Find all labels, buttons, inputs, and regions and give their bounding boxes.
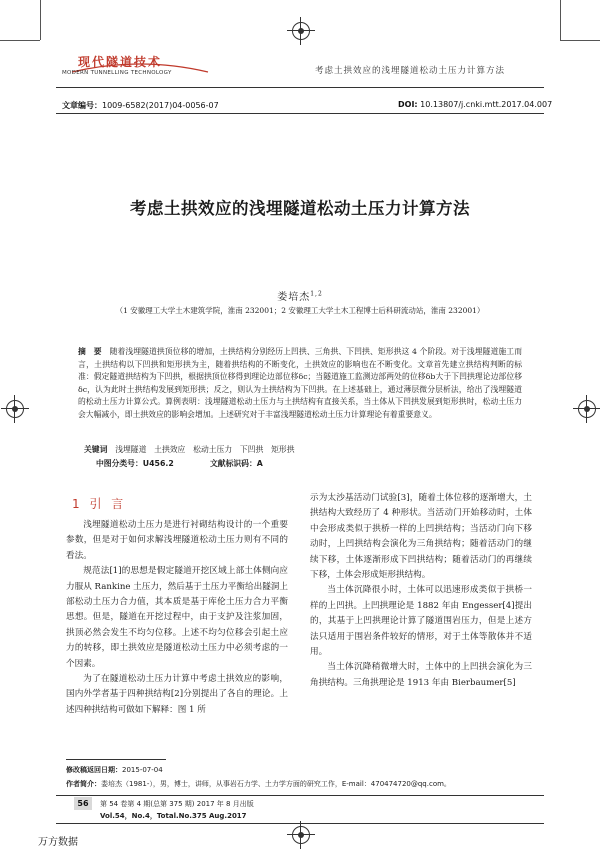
- author-line: [0, 288, 600, 303]
- paragraph: 浅埋隧道松动土压力是进行衬砌结构设计的一个重要参数，但是对于如何求解浅埋隧道松动土压力则有不同的看法。: [66, 520, 288, 561]
- crop-mark: [0, 40, 40, 41]
- registration-mark-left: [6, 400, 24, 418]
- classification-value: U456.2: [142, 459, 174, 468]
- article-number: [62, 100, 219, 111]
- wanfang-watermark: 万方数据: [38, 837, 78, 848]
- document-code-value: A: [256, 459, 263, 468]
- paper-title: 考虑土拱效应的浅埋隧道松动土压力计算方法: [130, 199, 470, 218]
- article-number-value: 1009-6582(2017)04-0056-07: [102, 101, 219, 110]
- document-code: [210, 458, 263, 469]
- page-number: 56: [74, 797, 92, 810]
- running-head: 考虑土拱效应的浅埋隧道松动土压力计算方法: [315, 66, 506, 76]
- footnote-rule: [66, 759, 166, 760]
- issue-info-en: Vol.54，No.4，Total.No.375 Aug.2017: [100, 812, 247, 820]
- abstract: [78, 346, 522, 422]
- author-name: 娄培杰: [277, 292, 311, 303]
- classification-label: 中图分类号：: [96, 459, 143, 468]
- doi-label: DOI:: [398, 100, 418, 109]
- registration-mark-right: [578, 400, 596, 418]
- keywords: [84, 444, 295, 455]
- article-number-label: 文章编号：: [62, 101, 102, 110]
- doi-value: 10.13807/j.cnki.mtt.2017.04.007: [420, 100, 553, 109]
- registration-mark-bottom: [292, 826, 310, 844]
- registration-mark-top: [292, 22, 310, 40]
- author-affil-sup: 1,2: [310, 290, 323, 298]
- paragraph: 为了在隧道松动土压力计算中考虑土拱效应的影响，国内外学者基于四种拱结构[2]分别提出了各自的理论。上述四种拱结构可做如下解释：图 1 所: [66, 674, 288, 715]
- issue-info-cn: 第 54 卷第 4 期(总第 375 期) 2017 年 8 月出版: [100, 800, 254, 808]
- classification-number: [96, 458, 174, 469]
- paragraph: 示为太沙基活动门试验[3]，随着土体位移的逐渐增大，土拱结构大致经历了 4 种形状。当活动门开始移动时，土体中会形成类似于拱桥一样的上凹拱结构；当活动门向下移动时，上凹拱结构会演化为三角拱结构；随着活动门的继续下移，土体逐渐形成下凹拱结构；随着活动门的再继续下移，土体会形成矩形拱结构。: [310, 493, 532, 581]
- footnote-received: [66, 765, 163, 775]
- paragraph: 规范法[1]的思想是假定隧道开挖区域上部土体侧向应力服从 Rankine 土压力，然后基于土压力平衡给出隧洞上部松动土压力合力值，其本质是基于库伦土压力合力平衡思想。但是，隧道在开挖过程中，由于支护及注浆加固，拱顶必然会发生不均匀位移。上述不均匀位移会引起土应力的转移，即土拱效应是隧道松动土压力中必须考虑的一个因素。: [66, 566, 288, 669]
- paragraph: 当土体沉降稍微增大时，土体中的上凹拱会演化为三角拱结构。三角拱理论是 1913 年由 Bierbaumer[5]: [310, 662, 532, 688]
- journal-logo-en: MODERN TUNNELLING TECHNOLOGY: [62, 70, 172, 76]
- received-date: 2015-07-04: [122, 766, 163, 774]
- keywords-label: 关键词: [84, 445, 108, 454]
- body-column-left: [66, 518, 288, 718]
- footer-rule: [56, 795, 544, 796]
- body-column-right: [310, 491, 532, 691]
- paragraph: 当土体沉降很小时，土体可以迅速形成类似于拱桥一样的上凹拱。上凹拱理论是 1882 年由 Engesser[4]提出的，其基于上凹拱理论计算了隧道围岩压力，但是上述方法只适用于围岩条件较好的情形，对于土体等散体并不适用。: [310, 585, 532, 658]
- journal-logo-cn: 现代隧道技术: [78, 55, 163, 69]
- crop-mark: [560, 0, 561, 40]
- crop-mark: [40, 0, 41, 40]
- crop-mark: [560, 40, 600, 41]
- doi: [398, 100, 552, 109]
- meta-rule: [56, 113, 544, 114]
- section-heading: 1 引 言: [72, 497, 127, 511]
- header-rule: [56, 87, 544, 88]
- received-label: 修改稿返回日期：: [66, 766, 122, 774]
- footnote-author-bio: [66, 779, 451, 789]
- author-bio-label: 作者简介：: [66, 780, 101, 788]
- abstract-label: 摘 要: [78, 347, 102, 356]
- footer-rule-bottom: [56, 823, 544, 824]
- document-code-label: 文献标识码：: [210, 459, 257, 468]
- affiliation: （1 安徽理工大学土木建筑学院，淮南 232001；2 安徽理工大学土木工程博士后科研流动站，淮南 232001）: [115, 306, 485, 315]
- abstract-text: 随着浅埋隧道拱顶位移的增加，土拱结构分别经历上凹拱、三角拱、下凹拱、矩形拱这 4 个阶段。对于浅埋隧道施工而言，土拱结构以下凹拱和矩形拱为主，随着拱结构的不断变化，土拱效应的影响也在不断变化。文章首先建立拱结构判断的标准：假定隧道拱结构为下凹拱，根据拱顶位移得到理论边部位移δc；当隧道施工监测边部两处的位移δb大于下凹拱理论边部位移δc，认为此时土拱结构发展到矩形拱；反之，则认为土拱结构为下凹拱。在上述基础上，通过薄层微分层析法，给出了浅埋隧道的松动土压力计算公式。算例表明：浅埋隧道松动土压力与土拱结构有直接关系，当土体从下凹拱发展到矩形拱时，松动土压力会大幅减小，即土拱效应的影响会增加。上述研究对于丰富浅埋隧道松动土压力计算理论有着重要意义。: [78, 347, 522, 419]
- author-bio-text: 娄培杰（1981-），男，博士，讲师，从事岩石力学、土力学方面的研究工作，E-mail：470474720@qq.com。: [101, 780, 451, 788]
- keywords-text: 浅埋隧道 土拱效应 松动土压力 下凹拱 矩形拱: [115, 445, 295, 454]
